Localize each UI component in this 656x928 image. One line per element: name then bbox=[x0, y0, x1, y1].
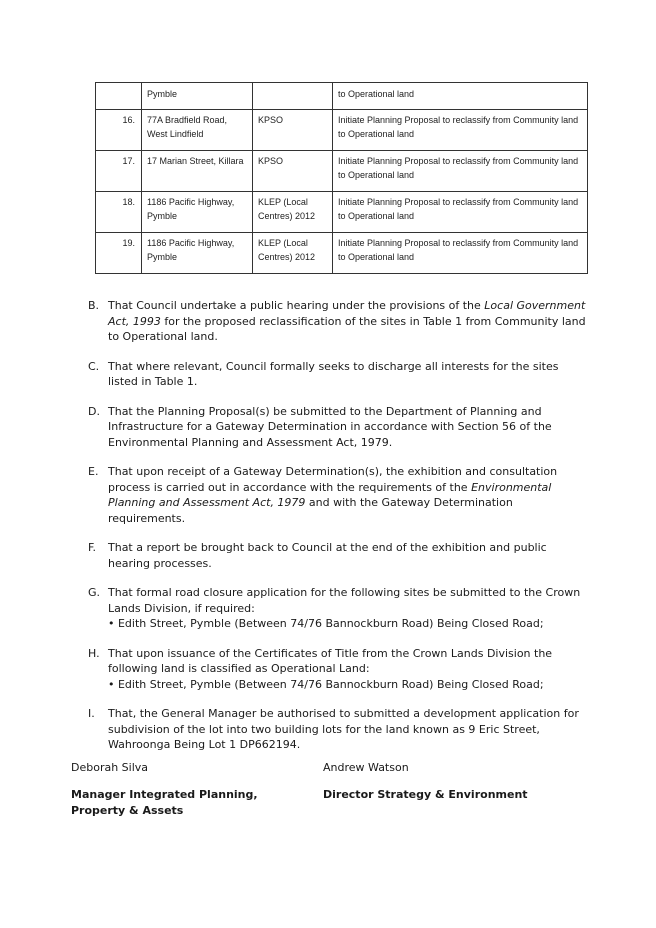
row-number bbox=[96, 83, 142, 110]
sites-table bbox=[95, 82, 588, 274]
signature-right bbox=[323, 760, 563, 803]
act-reference: Environmental Planning and Assessment Act, 1979 bbox=[108, 480, 552, 509]
signatory-title: Director Strategy & Environment bbox=[323, 788, 528, 801]
row-classification: KPSO bbox=[253, 110, 333, 151]
row-classification: KLEP (Local Centres) 2012 bbox=[253, 192, 333, 233]
resolution-item-e bbox=[88, 464, 588, 526]
table-row bbox=[96, 233, 588, 274]
row-action: Initiate Planning Proposal to reclassify from Community land to Operational land bbox=[333, 110, 588, 151]
signatory-title: Manager Integrated Planning, Property & Assets bbox=[71, 788, 258, 817]
resolution-item-i bbox=[88, 706, 588, 753]
resolution-item-f bbox=[88, 540, 588, 571]
item-text: That Council undertake a public hearing under the provisions of the bbox=[108, 299, 485, 312]
item-text: for the proposed reclassification of the sites in Table 1 from Community land to Operational land. bbox=[108, 314, 586, 343]
row-address: Pymble bbox=[142, 83, 253, 110]
signature-left bbox=[71, 760, 311, 819]
row-classification bbox=[253, 83, 333, 110]
item-text: That, the General Manager be authorised to submitted a development application for subdivision of the lot into two building lots for the land known as 9 Eric Street, Wahroonga Being Lot 1 DP662194. bbox=[108, 707, 579, 751]
item-text: That the Planning Proposal(s) be submitted to the Department of Planning and Infrastructure for a Gateway Determination in accordance with Section 56 of the Environmental Planning and Assessment Act, 1979. bbox=[108, 404, 552, 449]
resolution-item-d bbox=[88, 404, 588, 451]
table-row bbox=[96, 192, 588, 233]
row-address: 1186 Pacific Highway, Pymble bbox=[142, 233, 253, 274]
act-reference: Local Government Act, 1993 bbox=[108, 299, 586, 328]
item-letter: H. bbox=[88, 646, 100, 660]
item-letter: C. bbox=[88, 359, 100, 373]
row-number: 16. bbox=[96, 110, 142, 151]
signatory-name: Deborah Silva bbox=[71, 761, 149, 774]
item-letter: D. bbox=[88, 404, 100, 418]
resolution-list bbox=[88, 298, 588, 767]
bullet-item: • Edith Street, Pymble (Between 74/76 Bannockburn Road) Being Closed Road; bbox=[108, 617, 544, 630]
item-text: That upon receipt of a Gateway Determination(s), the exhibition and consultation process is carried out in accordance with the requirements of the bbox=[108, 465, 558, 494]
resolution-item-h bbox=[88, 646, 588, 693]
row-number: 17. bbox=[96, 151, 142, 192]
item-letter: F. bbox=[88, 541, 97, 554]
resolution-item-c bbox=[88, 359, 588, 390]
row-action: Initiate Planning Proposal to reclassify from Community land to Operational land bbox=[333, 151, 588, 192]
row-action: Initiate Planning Proposal to reclassify from Community land to Operational land bbox=[333, 233, 588, 274]
row-classification: KPSO bbox=[253, 151, 333, 192]
item-text: and with the Gateway Determination requirements. bbox=[108, 496, 513, 525]
table-row bbox=[96, 151, 588, 192]
table-row bbox=[96, 110, 588, 151]
item-text: That upon issuance of the Certificates of Title from the Crown Lands Division the following land is classified as Operational Land: bbox=[108, 646, 553, 675]
item-letter: B. bbox=[88, 299, 100, 312]
row-number: 19. bbox=[96, 233, 142, 274]
bullet-item: • Edith Street, Pymble (Between 74/76 Bannockburn Road) Being Closed Road; bbox=[108, 677, 544, 691]
item-text: That a report be brought back to Council at the end of the exhibition and public hearing processes. bbox=[108, 541, 547, 570]
resolution-item-b bbox=[88, 298, 588, 345]
item-text: That where relevant, Council formally seeks to discharge all interests for the sites listed in Table 1. bbox=[108, 359, 559, 388]
item-letter: G. bbox=[88, 586, 101, 599]
row-address: 17 Marian Street, Killara bbox=[142, 151, 253, 192]
item-letter: I. bbox=[88, 707, 95, 720]
resolution-item-g bbox=[88, 585, 588, 632]
row-action: to Operational land bbox=[333, 83, 588, 110]
row-number: 18. bbox=[96, 192, 142, 233]
item-letter: E. bbox=[88, 465, 99, 478]
row-classification: KLEP (Local Centres) 2012 bbox=[253, 233, 333, 274]
row-address: 77A Bradfield Road, West Lindfield bbox=[142, 110, 253, 151]
table-row bbox=[96, 83, 588, 110]
item-text: That formal road closure application for the following sites be submitted to the Crown Lands Division, if required: bbox=[108, 586, 581, 615]
signatory-name: Andrew Watson bbox=[323, 761, 409, 774]
row-address: 1186 Pacific Highway, Pymble bbox=[142, 192, 253, 233]
row-action: Initiate Planning Proposal to reclassify from Community land to Operational land bbox=[333, 192, 588, 233]
